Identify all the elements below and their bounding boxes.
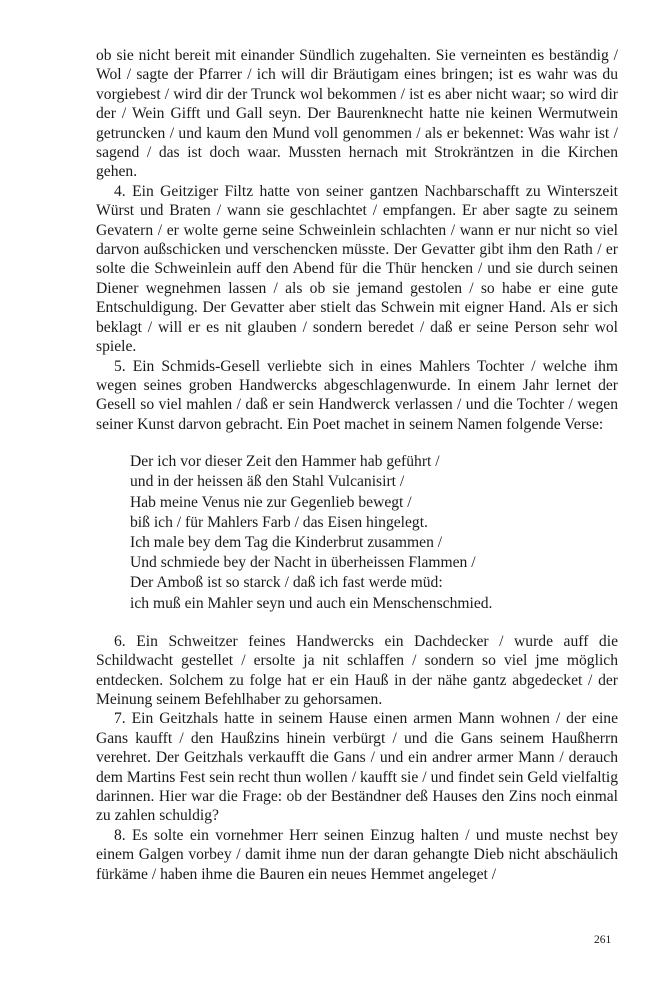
verse-line: Der ich vor dieser Zeit den Hammer hab geführt /	[130, 453, 440, 471]
paragraph-6: 6. Ein Schweitzer feines Handwercks ein Dachdecker / wurde auff die Schildwacht gestellet / ersolte ja nit schlaffen / sondern so viel jme möglich entdecken. Solchem zu folge hat er ein Hauß in der nähe gantz abgedecket / der Meinung seinem Befehlhaber zu gehorsamen.	[96, 632, 618, 708]
paragraph-5: 5. Ein Schmids-Gesell verliebte sich in eines Mahlers Tochter / welche ihm wegen seines groben Handwercks abgeschlagenwurde. In einem Jahr lernet der Gesell so viel mahlen / daß er sein Handwerck verlassen / und die Tochter / wegen seiner Kunst darvon gebracht. Ein Poet machet in seinem Namen folgende Verse:	[96, 357, 618, 433]
paragraph-4: 4. Ein Geitziger Filtz hatte von seiner gantzen Nachbarschafft zu Winterszeit Würst und Braten / wann sie geschlachtet / empfangen. Er aber sagte zu seinem Gevatern / er wolte gerne seine Schweinlein schlachten / wann er nur nicht so viel darvon außschicken und verschencken müsste. Der Gevatter gibt ihm den Rath / er solte die Schweinlein auff den Abend für die Thür hencken / und sie durch seinen Diener wegnehmen lassen / als ob sie jemand gestolen / so habe er eine gute Entschuldigung. Der Gevatter aber stielt das Schwein mit eigner Hand. Als er sich beklagt / will er es nit glauben / sondern beredet / daß er seine Person sehr wol spiele.	[96, 182, 618, 356]
verse-line: Ich male bey dem Tag die Kinderbrut zusammen /	[130, 533, 443, 551]
verse-line: Hab meine Venus nie zur Gegenlieb bewegt /	[130, 493, 412, 511]
paragraph-7: 7. Ein Geitzhals hatte in seinem Hause einen armen Mann wohnen / der eine Gans kaufft / den Haußzins hinein verbürgt / und die Gans seinem Haußherrn verehret. Der Geitzhals verkaufft die Gans / und ein andrer armer Mann / derauch dem Martins Fest sein recht thun wollen / kaufft sie / und findet sein Geld vielfaltig darinnen. Hier war die Frage: ob der Beständner deß Hauses den Zins noch einmal zu zahlen schuldig?	[96, 710, 618, 825]
verse-line: Der Amboß ist so starck / daß ich fast werde müd:	[130, 574, 443, 592]
verse-line: biß ich / für Mahlers Farb / das Eisen hingelegt.	[130, 513, 428, 531]
verse-line: ich muß ein Mahler seyn und auch ein Menschenschmied.	[130, 594, 493, 612]
verse-line: und in der heissen äß den Stahl Vulcanisirt /	[130, 473, 405, 491]
paragraph-continuation: ob sie nicht bereit mit einander Sündlich zugehalten. Sie verneinten es beständig / Wol / sagte der Pfarrer / ich will dir Bräutigam eines bringen; ist es wahr was du vorgiebest / wird dir der Trunck wol bekommen / ist es aber nicht waar; so wird dir der / Wein Gifft und Gall seyn. Der Baurenknecht hatte nie keinen Wermutwein getruncken / und kaum den Mund voll genommen / als er bekennet: Was wahr ist / sagend / das ist doch waar. Mussten hernach mit Strokräntzen in die Kirchen gehen.	[96, 47, 618, 181]
verse-line: Und schmiede bey der Nacht in überheissen Flammen /	[130, 554, 476, 572]
body-text	[96, 46, 618, 884]
paragraph-8: 8. Es solte ein vornehmer Herr seinen Einzug halten / und muste nechst bey einem Galgen vorbey / damit ihme nun der daran gehangte Dieb nicht abschäulich fürkäme / haben ihme die Bauren ein neues Hemmet angeleget /	[96, 826, 618, 883]
page-number: 261	[594, 934, 612, 946]
verse-block	[130, 452, 618, 614]
